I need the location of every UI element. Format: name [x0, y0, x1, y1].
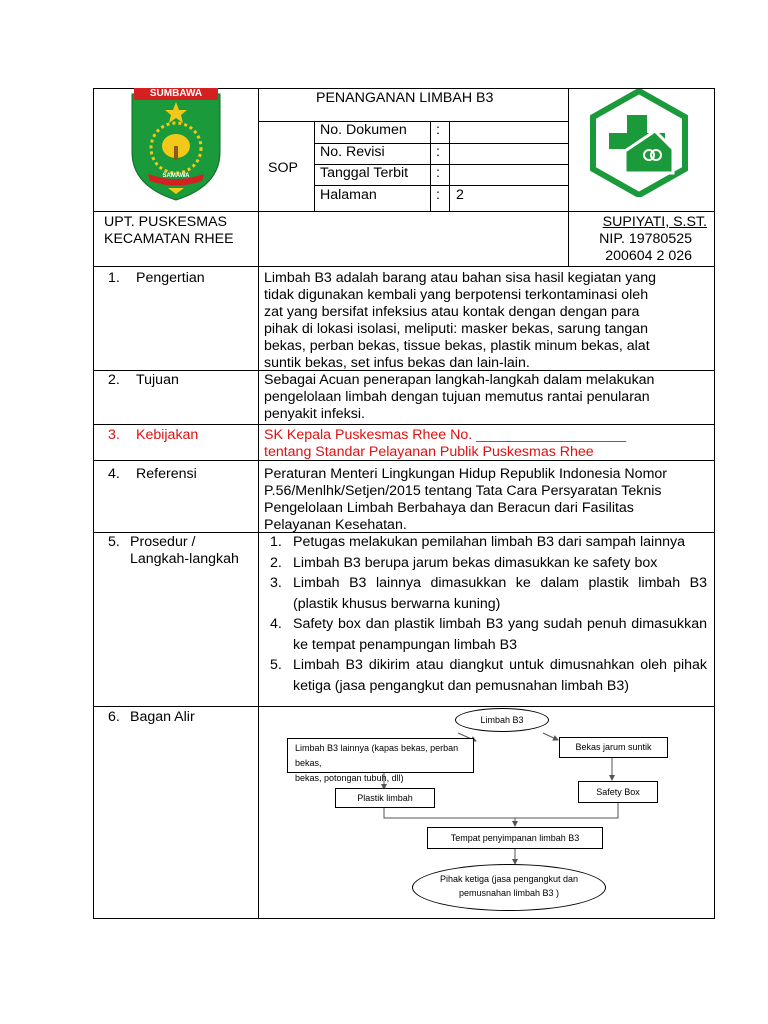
flow-box-limbah-lainnya — [287, 738, 474, 783]
step-number: 5. — [270, 657, 282, 673]
flow-end — [412, 864, 606, 911]
flow-box-storage — [427, 827, 603, 849]
text-line: zat yang bersifat infeksius atau kontak dengan dengan para — [264, 304, 640, 320]
section-number: 4. — [108, 466, 120, 482]
section-number: 5. — [108, 534, 120, 550]
step-text: Safety box dan plastik limbah B3 yang sudah penuh dimasukkan ke tempat penampungan limbah B3 — [293, 616, 707, 653]
section-label-bagan: Bagan Alir — [130, 709, 195, 725]
step-number: 1. — [270, 534, 282, 550]
section-label-tujuan: Tujuan — [136, 372, 179, 388]
flow-text-line: Limbah B3 lainnya (kapas bekas, perban bekas, — [295, 743, 459, 768]
sop-label: SOP — [268, 160, 298, 176]
flow-arrow — [384, 808, 515, 826]
flow-arrow — [543, 733, 558, 740]
signer-nip-line1: NIP. 19780525 — [599, 231, 692, 247]
flow-box-label: Safety Box — [596, 787, 640, 797]
signer-name: SUPIYATI, S.ST. — [602, 214, 707, 230]
section-label-referensi: Referensi — [136, 466, 197, 482]
signer-nip-line2: 200604 2 026 — [605, 248, 692, 264]
logo-text-ribbon: SAMAWA — [162, 173, 190, 179]
text-line: Pengelolaan Limbah Berbahaya dan Beracun dari Fasilitas — [264, 500, 634, 516]
flow-text-line: bekas, potongan tubuh, dll) — [295, 773, 404, 783]
document-title: PENANGANAN LIMBAH B3 — [316, 90, 494, 106]
step-text: Limbah B3 dikirim atau diangkut untuk dimusnahkan oleh pihak ketiga (jasa pengangkut dan pemusnahan limbah B3) — [293, 657, 707, 694]
flow-box-label: Tempat penyimpanan limbah B3 — [450, 833, 580, 843]
org-line1: UPT. PUSKESMAS — [104, 214, 227, 230]
flow-start-label: Limbah B3 — [480, 715, 524, 725]
step-number: 4. — [270, 616, 282, 632]
text-line: tentang Standar Pelayanan Publik Puskesmas Rhee — [264, 444, 594, 460]
section-label-pengertian: Pengertian — [136, 270, 205, 286]
flow-box-label: Bekas jarum suntik — [575, 742, 652, 752]
text-line: pihak di lokasi isolasi, meliputi: masker bekas, sarung tangan — [264, 321, 649, 337]
flow-box-label: Plastik limbah — [357, 793, 413, 803]
step-text: Limbah B3 lainnya dimasukkan ke dalam plastik limbah B3 (plastik khusus berwarna kuning) — [293, 575, 707, 612]
text-line: Pelayanan Kesehatan. — [264, 517, 407, 533]
field-sep: : — [436, 144, 440, 160]
flow-arrow — [515, 803, 618, 818]
logo-text-top: SUMBAWA — [149, 88, 203, 99]
org-line2: KECAMATAN RHEE — [104, 231, 234, 247]
section-label-kebijakan: Kebijakan — [136, 427, 199, 443]
section-number: 6. — [108, 709, 120, 725]
section-label-prosedur-line1: Prosedur / — [130, 534, 196, 550]
field-sep: : — [436, 187, 440, 203]
text-line: pengelolaan limbah dengan tujuan memutus rantai penularan — [264, 389, 650, 405]
flow-text-line: pemusnahan limbah B3 ) — [458, 888, 560, 898]
step-number: 3. — [270, 575, 282, 591]
section-label-prosedur-line2: Langkah-langkah — [130, 551, 239, 567]
field-label-no-revisi: No. Revisi — [320, 144, 385, 160]
field-sep: : — [436, 165, 440, 181]
section-number: 3. — [108, 427, 120, 443]
text-line: P.56/Menlhk/Setjen/2015 tentang Tata Cara Persyaratan Teknis — [264, 483, 662, 499]
text-line: tidak digunakan kembali yang berpotensi terkontaminasi oleh — [264, 287, 649, 303]
section-number: 1. — [108, 270, 120, 286]
text-line: bekas, perban bekas, tissue bekas, plastik minum bekas, alat — [264, 338, 650, 354]
step-text: Petugas melakukan pemilahan limbah B3 dari sampah lainnya — [293, 534, 685, 550]
field-value-halaman: 2 — [456, 187, 464, 203]
section-number: 2. — [108, 372, 120, 388]
text-line: penyakit infeksi. — [264, 406, 365, 422]
field-label-no-dokumen: No. Dokumen — [320, 122, 407, 138]
flow-text-line: Pihak ketiga (jasa pengangkut dan — [439, 874, 579, 884]
flow-box-safety — [578, 781, 658, 803]
field-label-halaman: Halaman — [320, 187, 377, 203]
flow-box-jarum-suntik — [559, 737, 668, 758]
text-line: SK Kepala Puskesmas Rhee No. ___________________ — [264, 427, 627, 443]
field-label-tanggal-terbit: Tanggal Terbit — [320, 165, 409, 181]
step-text: Limbah B3 berupa jarum bekas dimasukkan ke safety box — [293, 554, 658, 571]
flow-box-plastik — [335, 788, 435, 808]
field-sep: : — [436, 122, 440, 138]
text-line: Limbah B3 adalah barang atau bahan sisa hasil kegiatan yang — [264, 270, 657, 286]
text-line: suntik bekas, set infus bekas dan lain-lain. — [264, 355, 530, 371]
text-line: Peraturan Menteri Lingkungan Hidup Republik Indonesia Nomor — [264, 466, 668, 482]
flow-start — [455, 708, 549, 732]
text-line: Sebagai Acuan penerapan langkah-langkah dalam melakukan — [264, 372, 655, 388]
step-number: 2. — [270, 554, 282, 571]
